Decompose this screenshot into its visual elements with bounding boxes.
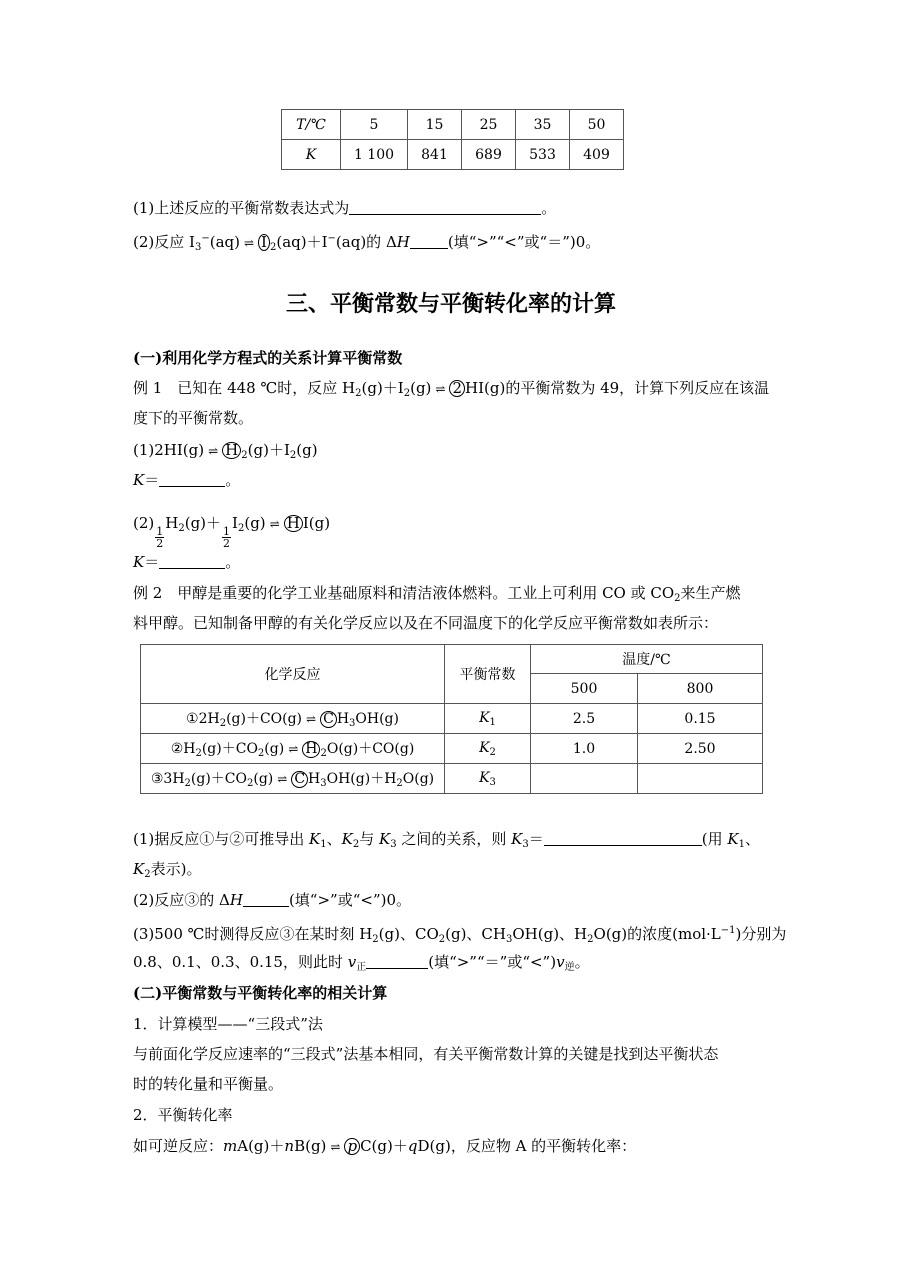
text: (g): [410, 379, 432, 397]
table-cell: 2.50: [638, 734, 763, 764]
section-heading: 三、平衡常数与平衡转化率的计算: [285, 291, 616, 317]
table-cell: 409: [570, 140, 624, 170]
superscript: −1: [720, 925, 736, 936]
text: I: [232, 514, 238, 532]
text: )分别为: [735, 925, 787, 943]
text: 3H: [163, 771, 185, 787]
table-row: [282, 140, 624, 170]
text: 、: [326, 830, 342, 848]
subscript: 2: [355, 388, 362, 399]
text: D(g)，反应物 A 的平衡转化率：: [417, 1137, 637, 1155]
table-cell: 533: [516, 140, 570, 170]
punct: 。: [225, 553, 241, 571]
table-row: [141, 734, 763, 764]
text: (g)＋CO(g): [226, 711, 303, 727]
text: (g): [264, 741, 285, 757]
answer-blank: [410, 232, 448, 249]
numerator: 1: [223, 525, 231, 538]
table-row: [141, 645, 763, 674]
text: (g)＋: [184, 514, 222, 532]
answer-blank: [366, 952, 428, 969]
answer-blank: [159, 552, 225, 569]
equilibrium-arrow-icon: ⇌: [306, 712, 317, 726]
text: K: [379, 830, 391, 848]
subscript: 3: [489, 776, 496, 788]
question-2-1: [133, 829, 760, 855]
circled-mark: C: [320, 711, 337, 728]
text: (g)＋CO: [190, 771, 247, 787]
text: (g)、CO: [378, 925, 439, 943]
section-item-2: 2．平衡转化率: [133, 1106, 233, 1124]
subscript: 2: [352, 839, 360, 850]
numerator: 1: [156, 525, 164, 538]
equilibrium-arrow-icon: ⇌: [269, 517, 280, 531]
text: q: [407, 1137, 418, 1155]
text: (2): [133, 514, 155, 532]
text: 表示)。: [150, 860, 202, 878]
subscript: 3: [506, 934, 513, 945]
subscript: 2: [246, 778, 254, 789]
circled-mark: I: [258, 234, 270, 251]
reaction-cell: [141, 704, 445, 734]
text: (g)＋I: [247, 441, 290, 459]
table-header-cell: 化学反应: [141, 645, 445, 704]
text: (2)反应 I: [133, 233, 195, 251]
text: 、: [744, 830, 760, 848]
text: (1)据反应①与②可推导出: [133, 830, 310, 848]
subsection-title: (一)利用化学方程式的关系计算平衡常数: [133, 349, 403, 367]
table-header-cell: 500: [531, 674, 638, 704]
equilibrium-arrow-icon: ⇌: [288, 742, 299, 756]
paragraph-line: 与前面化学反应速率的“三段式”法基本相同，有关平衡常数计算的关键是找到达平衡状态: [133, 1045, 719, 1063]
table-cell: 841: [408, 140, 462, 170]
equilibrium-arrow-icon: ⇌: [435, 382, 446, 396]
text: O(g)的浓度(mol·L: [593, 925, 721, 943]
reaction-cell: [141, 734, 445, 764]
subscript: 2: [184, 778, 191, 789]
text: H: [165, 514, 179, 532]
text: 来生产燃: [680, 584, 741, 602]
example-2-line-1: [133, 583, 741, 609]
table-cell: 0.15: [638, 704, 763, 734]
text: K: [511, 830, 523, 848]
text: I(g): [302, 514, 331, 532]
text: (填“>”“＝”或“<”): [428, 953, 557, 971]
text: 与: [359, 830, 380, 848]
subscript: 3: [320, 778, 327, 789]
circled-mark: H: [302, 741, 320, 758]
text: (g): [253, 771, 274, 787]
text: 。: [574, 953, 590, 971]
text: (g)、CH: [445, 925, 506, 943]
text: (填“>”“<”或“＝”)0。: [447, 233, 601, 251]
question-2-1-cont: [133, 859, 201, 885]
paragraph-line: 时的转化量和平衡量。: [133, 1075, 284, 1093]
text: (3)500 ℃时测得反应③在某时刻 H: [133, 925, 373, 943]
text: A(g)＋: [237, 1137, 285, 1155]
k-answer-1: [133, 470, 240, 490]
subscript: 1: [489, 716, 496, 728]
equilibrium-arrow-icon: ⇌: [277, 772, 288, 786]
text: 之间的关系，则: [396, 830, 512, 848]
subscript: 2: [269, 242, 277, 253]
text: 如可逆反应：: [133, 1137, 224, 1155]
k-cell: [445, 764, 531, 794]
table-row: [141, 764, 763, 794]
section-item-1: 1．计算模型——“三段式”法: [133, 1015, 323, 1033]
question-2-3: [133, 921, 786, 950]
subscript: 3: [522, 839, 529, 850]
equilibrium-arrow-icon: ⇌: [330, 1140, 341, 1154]
text: (2)反应③的 Δ: [133, 891, 230, 909]
text: (1)2HI(g): [133, 441, 205, 459]
circled-mark: H: [284, 515, 303, 532]
subscript: 2: [438, 934, 446, 945]
subscript: 正: [356, 962, 367, 973]
subscript: 2: [674, 593, 681, 604]
text: v: [556, 953, 565, 971]
table-row: [141, 704, 763, 734]
question-text: (1)上述反应的平衡常数表达式为: [133, 199, 350, 217]
example-1-line-1: [133, 378, 769, 404]
text: C(g)＋: [360, 1137, 408, 1155]
example-1-part-1: [133, 440, 318, 466]
denominator: 2: [223, 537, 231, 550]
table-header-cell: 800: [638, 674, 763, 704]
subscript: 3: [390, 839, 397, 850]
k-cell: [445, 734, 531, 764]
text: ＝: [144, 471, 160, 489]
subscript: 3: [194, 242, 202, 253]
text: (aq)＋I: [276, 233, 328, 251]
example-2-line-2: 料甲醇。已知制备甲醇的有关化学反应以及在不同温度下的化学反应平衡常数如表所示：: [133, 614, 719, 632]
text: ③: [150, 771, 164, 787]
table-row: [282, 110, 624, 140]
text: K: [479, 769, 490, 786]
question-2-3-cont: [133, 952, 590, 978]
text: B(g): [294, 1137, 327, 1155]
subsection-title: (二)平衡常数与平衡转化率的相关计算: [133, 984, 388, 1002]
text: OH(g)＋H: [326, 771, 397, 787]
text: ＝: [528, 830, 544, 848]
text: 例 1 已知在 448 ℃时，反应 H: [133, 379, 356, 397]
superscript: −: [327, 233, 336, 244]
circled-mark: H: [222, 442, 241, 459]
circled-mark: C: [291, 771, 308, 788]
equilibrium-constant-table: [281, 109, 624, 170]
text: m: [223, 1137, 238, 1155]
text: K: [341, 830, 353, 848]
subscript: 逆: [564, 962, 575, 973]
question-2: [133, 229, 600, 258]
table-cell: 15: [408, 110, 462, 140]
text: H: [183, 741, 196, 757]
text: K: [479, 709, 490, 726]
subscript: 2: [257, 748, 265, 759]
text: H: [336, 711, 350, 727]
superscript: −: [201, 233, 210, 244]
text: OH(g): [355, 711, 399, 727]
table-header-cell: T/℃: [282, 110, 341, 140]
table-cell: 689: [462, 140, 516, 170]
text: (填“>”或“<”)0。: [288, 891, 412, 909]
text: HI(g)的平衡常数为 49，计算下列反应在该温: [465, 379, 770, 397]
text: K: [133, 860, 145, 878]
fraction-half: [155, 526, 164, 549]
text: O(g)＋CO(g): [326, 741, 415, 757]
text: n: [284, 1137, 295, 1155]
subscript: 2: [396, 778, 403, 789]
table-cell: 1.0: [531, 734, 638, 764]
equilibrium-arrow-icon: ⇌: [208, 444, 219, 458]
answer-blank: [544, 829, 702, 846]
text: K: [727, 830, 739, 848]
question-2-2: [133, 890, 411, 910]
reaction-constants-table: [140, 644, 763, 794]
table-cell: 50: [570, 110, 624, 140]
table-cell: 35: [516, 110, 570, 140]
text: (aq)的 Δ: [335, 233, 397, 251]
punct: 。: [225, 471, 241, 489]
text: (aq): [209, 233, 240, 251]
subscript: 2: [195, 748, 202, 759]
fraction-half: [222, 526, 231, 549]
circled-mark: 2: [449, 380, 465, 397]
equilibrium-arrow-icon: ⇌: [243, 236, 255, 250]
text: 2H: [198, 711, 220, 727]
example-1-line-2: 度下的平衡常数。: [133, 409, 254, 427]
table-header-cell: 平衡常数: [445, 645, 531, 704]
subscript: 2: [372, 934, 379, 945]
text: K: [133, 471, 145, 489]
text: (g): [244, 514, 266, 532]
text: ＝: [144, 553, 160, 571]
answer-blank: [159, 470, 225, 487]
text: 0.8、0.1、0.3、0.15，则此时: [133, 953, 348, 971]
text: H: [396, 233, 410, 251]
text: H: [308, 771, 321, 787]
table-header-cell: K: [282, 140, 341, 170]
text: O(g): [402, 771, 435, 787]
subscript: 2: [237, 523, 245, 534]
subscript: 2: [489, 746, 496, 758]
subscript: 2: [403, 388, 411, 399]
k-answer-2: [133, 552, 240, 572]
subscript: 2: [289, 450, 297, 461]
table-cell: 5: [341, 110, 408, 140]
text: 例 2 甲醇是重要的化学工业基础原料和清洁液体燃料。工业上可利用 CO 或 CO: [133, 584, 675, 602]
table-cell: 1 100: [341, 140, 408, 170]
subscript: 2: [320, 748, 327, 759]
answer-blank: [243, 890, 289, 907]
table-header-cell: 温度/℃: [531, 645, 763, 674]
text: K: [133, 553, 145, 571]
example-1-part-2: [133, 513, 330, 549]
k-cell: [445, 704, 531, 734]
text: (用: [701, 830, 728, 848]
text: (g): [296, 441, 318, 459]
denominator: 2: [156, 537, 164, 550]
question-1: [133, 198, 556, 218]
text: H: [229, 891, 243, 909]
text: (g)＋CO: [201, 741, 258, 757]
text: OH(g)、H: [512, 925, 588, 943]
text: v: [347, 953, 357, 971]
text: (g)＋I: [361, 379, 404, 397]
text: ①: [186, 711, 199, 727]
text: K: [309, 830, 321, 848]
subscript: 1: [320, 839, 327, 850]
table-cell: [638, 764, 763, 794]
subscript: 2: [144, 869, 151, 880]
table-cell: [531, 764, 638, 794]
circled-mark: p: [344, 1138, 360, 1155]
text: ②: [170, 741, 184, 757]
subscript: 2: [241, 450, 248, 461]
answer-blank: [349, 198, 541, 215]
subscript: 1: [738, 839, 745, 850]
reaction-cell: [141, 764, 445, 794]
reaction-line: [133, 1136, 636, 1157]
table-cell: 25: [462, 110, 516, 140]
text: K: [479, 739, 490, 756]
subscript: 2: [219, 718, 227, 729]
subscript: 2: [587, 934, 594, 945]
subscript: 3: [349, 718, 356, 729]
table-cell: 2.5: [531, 704, 638, 734]
punct: 。: [541, 199, 557, 217]
subscript: 2: [178, 523, 185, 534]
